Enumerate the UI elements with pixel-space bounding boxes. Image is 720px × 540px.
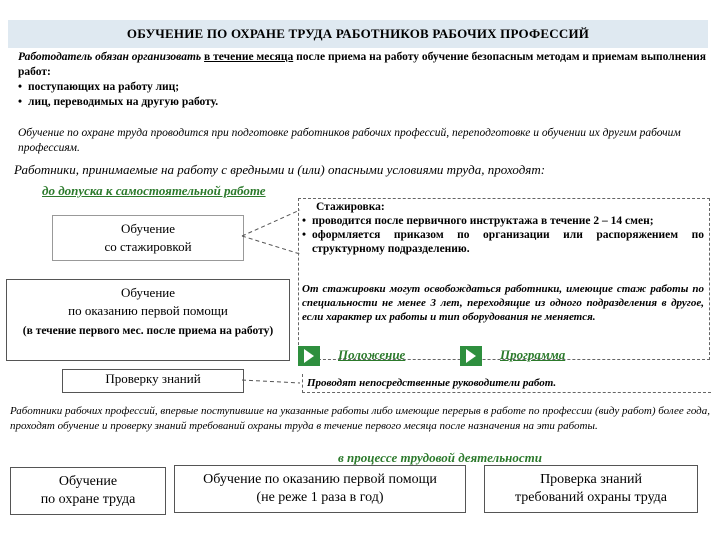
ot-training-line-2: по охране труда	[40, 492, 136, 507]
during-work-label: в процессе трудовой деятельности	[338, 450, 542, 465]
list-item: • лиц, переводимых на другую работу.	[18, 95, 708, 110]
knowledge-periodic-line-1: Проверка знаний	[540, 472, 642, 487]
internship-line-1: Обучение	[121, 221, 175, 236]
list-item: • поступающих на работу лиц;	[18, 80, 708, 95]
before-admission-label: до допуска к самостоятельной работе	[42, 183, 266, 198]
list-item: • проводится после первичного инструктажа в течение 2 – 14 смен;	[302, 214, 704, 228]
first-aid-periodic-line-1: Обучение по оказанию первой помощи	[203, 472, 437, 487]
ot-training-box	[10, 467, 166, 515]
internship-line-2: со стажировкой	[104, 239, 192, 254]
internship-exemption-note: От стажировки могут освобождаться работники, имеющие стаж работы по специальности не менее 3 лет, переходящие из одного подразделения в другое, если характер их работы и тип оборудования не меняется.	[302, 283, 704, 323]
connector-internship-to-info	[242, 210, 300, 236]
regulation-link[interactable]: Положение	[338, 347, 406, 362]
knowledge-check-note: Проводят непосредственные руководители работ.	[302, 374, 711, 393]
play-icon	[466, 349, 476, 363]
list-item: • оформляется приказом по организации или распоряжением по структурному подразделению.	[302, 228, 704, 256]
first-aid-line-1: Обучение	[121, 285, 175, 300]
first-aid-periodic-box	[174, 465, 466, 513]
knowledge-periodic-box	[484, 465, 698, 513]
employer-duty-intro: Работодатель обязан организовать	[18, 51, 202, 63]
hazard-workers-text: Работники, принимаемые на работу с вредными и (или) опасными условиями труда, проходят:	[14, 162, 546, 177]
training-context-text: Обучение по охране труда проводится при подготовке работников рабочих профессий, переподготовке и обучении их другим рабочим профессиям.	[18, 127, 681, 154]
internship-heading: Стажировка:	[316, 201, 385, 213]
new-workers-text: Работники рабочих профессий, впервые поступившие на указанные работы либо имеющие перерыв в работе по профессии (виду работ) более года, проходят обучение и проверку знаний требований охраны труда в течение первого месяца после назначения на эти работы.	[10, 405, 710, 432]
ot-training-line-1: Обучение	[58, 474, 118, 489]
connector-internship-to-info-2	[242, 236, 300, 254]
knowledge-check-label: Проверку знаний	[105, 371, 201, 386]
employer-duty-rest: после приема на работу обучение безопасным методам и приемам выполнения работ:	[18, 51, 706, 78]
page-title: ОБУЧЕНИЕ ПО ОХРАНЕ ТРУДА РАБОТНИКОВ РАБОЧИХ ПРОФЕССИЙ	[8, 20, 708, 48]
knowledge-periodic-line-2: требований охраны труда	[514, 490, 668, 505]
program-link[interactable]: Программа	[500, 347, 566, 362]
first-aid-period-note: (в течение первого мес. после приема на работу)	[22, 325, 274, 337]
regulation-play-button[interactable]	[298, 346, 320, 366]
first-aid-periodic-line-2: (не реже 1 раза в год)	[256, 490, 384, 505]
play-icon	[304, 349, 314, 363]
employer-duty-term: в течение месяца	[204, 51, 294, 63]
program-play-button[interactable]	[460, 346, 482, 366]
internship-bullets	[302, 214, 704, 256]
first-aid-line-2: по оказанию первой помощи	[68, 303, 228, 318]
connector-knowledge-to-note	[242, 380, 300, 383]
